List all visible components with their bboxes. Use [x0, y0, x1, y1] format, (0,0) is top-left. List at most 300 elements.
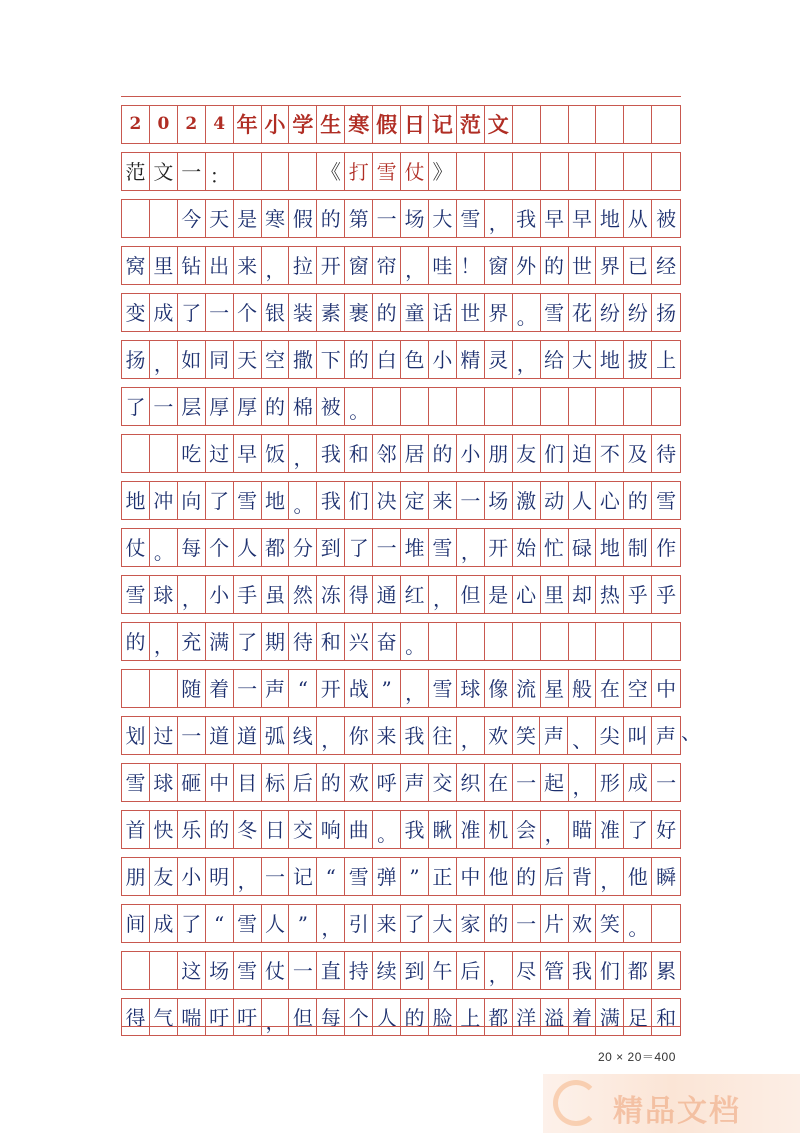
grid-count-label: 20 × 20＝400	[598, 1050, 676, 1064]
grid-cell	[234, 153, 262, 190]
grid-cell	[569, 388, 597, 425]
grid-cell: 曲	[345, 811, 373, 848]
grid-cell	[150, 200, 178, 237]
grid-cell: 里	[150, 247, 178, 284]
grid-cell: 第	[345, 200, 373, 237]
grid-cell: 界	[596, 247, 624, 284]
grid-cell: 了	[234, 623, 262, 660]
grid-cell: 星	[541, 670, 569, 707]
grid-cell: 奋	[373, 623, 401, 660]
grid-cell	[513, 623, 541, 660]
grid-cell	[624, 623, 652, 660]
grid-cell: 人	[569, 482, 597, 519]
grid-cell: 了	[345, 529, 373, 566]
grid-cell: 冬	[234, 811, 262, 848]
grid-cell: 心	[513, 576, 541, 613]
row-separator	[121, 284, 681, 294]
grid-cell: 雪	[429, 670, 457, 707]
grid-cell	[429, 623, 457, 660]
grid-cell: 叫	[624, 717, 652, 754]
grid-cell: ”	[401, 858, 429, 895]
grid-cell: 纷	[624, 294, 652, 331]
grid-cell: 。	[150, 529, 178, 566]
row-separator	[121, 707, 681, 717]
grid-cell: ，	[401, 247, 429, 284]
grid-cell: 是	[485, 576, 513, 613]
grid-cell: 正	[429, 858, 457, 895]
grid-bottom-border	[121, 1026, 681, 1036]
row-cells	[121, 529, 681, 566]
grid-cell: 了	[206, 482, 234, 519]
grid-cell	[652, 388, 680, 425]
grid-cell: 人	[262, 905, 290, 942]
grid-cell: 仗	[401, 153, 429, 190]
grid-cell: 的	[429, 435, 457, 472]
grid-cell: 中	[656, 676, 677, 701]
grid-cell: 声	[262, 670, 290, 707]
grid-cell: 仗	[122, 529, 150, 566]
grid-cell: 了	[401, 905, 429, 942]
grid-cell: 来	[429, 482, 457, 519]
grid-cell: 大	[429, 905, 457, 942]
grid-cell: 上	[457, 999, 485, 1036]
row-cells	[121, 106, 681, 143]
grid-cell: 窝	[122, 247, 150, 284]
grid-cell: 的	[485, 905, 513, 942]
grid-cell: 的	[345, 341, 373, 378]
grid-cell: 战	[345, 670, 373, 707]
grid-cell: 已	[624, 247, 652, 284]
grid-cell: 银	[262, 294, 290, 331]
text-row	[121, 519, 681, 566]
grid-cell: 兴	[345, 623, 373, 660]
row-cells	[121, 670, 681, 707]
grid-cell: 居	[401, 435, 429, 472]
grid-cell: 学	[289, 106, 317, 143]
grid-cell: 界	[485, 294, 513, 331]
row-cells	[121, 952, 681, 989]
row-separator	[121, 472, 681, 482]
grid-cell: 早	[541, 200, 569, 237]
grid-cell: 开	[485, 529, 513, 566]
grid-cell: 年	[234, 106, 262, 143]
grid-cell: 引	[345, 905, 373, 942]
grid-cell: 心	[596, 482, 624, 519]
row-separator	[121, 425, 681, 435]
grid-cell: 哇	[429, 247, 457, 284]
text-row	[121, 378, 681, 425]
grid-cell: 一	[513, 764, 541, 801]
text-row	[121, 801, 681, 848]
grid-cell: 得	[345, 576, 373, 613]
grid-cell: 往	[429, 717, 457, 754]
text-row	[121, 331, 681, 378]
grid-cell: 决	[373, 482, 401, 519]
grid-cell: 线	[289, 717, 317, 754]
grid-cell: 朋	[122, 858, 150, 895]
grid-cell: 装	[289, 294, 317, 331]
grid-cell	[624, 388, 652, 425]
grid-cell: 好	[656, 817, 677, 842]
grid-cell: 们	[345, 482, 373, 519]
grid-cell: 0	[150, 106, 178, 143]
grid-cell: ，	[150, 623, 178, 660]
grid-cell	[652, 905, 680, 942]
grid-cell: ，	[262, 247, 290, 284]
grid-cell: 世	[569, 247, 597, 284]
grid-cell: 扬	[122, 341, 150, 378]
grid-cell: 出	[206, 247, 234, 284]
grid-cell: 弹	[373, 858, 401, 895]
grid-cell: 欢	[345, 764, 373, 801]
grid-cell: 下	[317, 341, 345, 378]
grid-cell: 友	[150, 858, 178, 895]
grid-cell: 个	[345, 999, 373, 1036]
grid-cell: 范	[122, 153, 150, 190]
grid-cell: 笑	[513, 717, 541, 754]
grid-cell: 般	[569, 670, 597, 707]
text-row	[121, 566, 681, 613]
grid-cell: ，	[429, 576, 457, 613]
grid-cell: 文	[150, 153, 178, 190]
grid-cell: 的	[541, 247, 569, 284]
row-cells	[121, 905, 681, 942]
grid-cell: 都	[485, 999, 513, 1036]
grid-cell: 雪	[234, 905, 262, 942]
grid-cell: 准	[596, 811, 624, 848]
grid-cell	[624, 106, 652, 143]
grid-cell: 小	[178, 858, 206, 895]
grid-cell: 场	[401, 200, 429, 237]
grid-cell	[569, 153, 597, 190]
grid-cell: ，	[457, 717, 485, 754]
grid-cell: 空	[624, 670, 652, 707]
grid-cell	[624, 153, 652, 190]
grid-cell	[150, 952, 178, 989]
overflow-punctuation: 、	[681, 720, 701, 744]
grid-cell: 我	[401, 717, 429, 754]
grid-cell	[596, 388, 624, 425]
grid-cell: 瞅	[429, 811, 457, 848]
grid-cell: 假	[373, 106, 401, 143]
grid-cell: 始	[513, 529, 541, 566]
grid-cell	[541, 388, 569, 425]
row-separator	[121, 848, 681, 858]
grid-cell: 制	[624, 529, 652, 566]
text-row	[121, 425, 681, 472]
grid-cell: 尽	[513, 952, 541, 989]
grid-cell: 迫	[569, 435, 597, 472]
grid-cell: 瞄	[569, 811, 597, 848]
grid-cell: 了	[178, 905, 206, 942]
grid-cell: 邻	[373, 435, 401, 472]
subtitle-row	[121, 143, 681, 190]
grid-cell: ，	[317, 905, 345, 942]
grid-cell	[429, 388, 457, 425]
grid-cell	[485, 623, 513, 660]
grid-cell: 一	[373, 529, 401, 566]
grid-cell	[541, 623, 569, 660]
grid-cell: 形	[596, 764, 624, 801]
grid-cell: 来	[373, 717, 401, 754]
grid-cell: 生	[317, 106, 345, 143]
grid-cell: 雪	[122, 576, 150, 613]
grid-cell: 间	[122, 905, 150, 942]
grid-cell: 话	[429, 294, 457, 331]
grid-cell: 小	[262, 106, 290, 143]
grid-cell: 但	[457, 576, 485, 613]
grid-cell: 大	[569, 341, 597, 378]
row-cells	[121, 247, 681, 284]
grid-cell: 2	[122, 106, 150, 143]
grid-cell: 窗	[345, 247, 373, 284]
grid-cell: 灵	[485, 341, 513, 378]
grid-cell: 开	[317, 670, 345, 707]
grid-cell: 碌	[569, 529, 597, 566]
grid-cell: 变	[122, 294, 150, 331]
grid-cell: 热	[596, 576, 624, 613]
grid-cell: 明	[206, 858, 234, 895]
row-separator	[121, 942, 681, 952]
grid-cell: 寒	[262, 200, 290, 237]
row-cells	[121, 858, 681, 895]
text-row	[121, 707, 681, 754]
grid-cell: 经	[656, 253, 677, 278]
grid-cell: 被	[656, 206, 677, 231]
grid-cell: 乐	[178, 811, 206, 848]
grid-cell	[122, 952, 150, 989]
grid-cell: 精	[457, 341, 485, 378]
grid-cell: 色	[401, 341, 429, 378]
grid-cell: 成	[624, 764, 652, 801]
grid-cell: 管	[541, 952, 569, 989]
watermark-swirl-icon	[553, 1080, 599, 1126]
grid-cell	[513, 388, 541, 425]
grid-cell: 饭	[262, 435, 290, 472]
grid-cell: 中	[457, 858, 485, 895]
grid-cell	[262, 153, 290, 190]
grid-cell: 吁	[234, 999, 262, 1036]
grid-cell: 天	[206, 200, 234, 237]
grid-cell: 雪	[234, 952, 262, 989]
grid-cell: 《	[317, 153, 345, 190]
grid-cell: 地	[596, 200, 624, 237]
grid-cell: 一	[373, 200, 401, 237]
grid-cell: 从	[624, 200, 652, 237]
grid-cell: 响	[317, 811, 345, 848]
grid-cell: 织	[457, 764, 485, 801]
grid-cell: 声	[401, 764, 429, 801]
grid-cell: 一	[513, 905, 541, 942]
row-separator	[121, 378, 681, 388]
grid-cell: 花	[569, 294, 597, 331]
text-row	[121, 613, 681, 660]
grid-cell: 寒	[345, 106, 373, 143]
grid-cell: 快	[150, 811, 178, 848]
grid-cell	[541, 106, 569, 143]
grid-cell: 他	[624, 858, 652, 895]
grid-cell: 的	[317, 764, 345, 801]
grid-cell: 机	[485, 811, 513, 848]
grid-cell: 弧	[261, 717, 289, 754]
watermark-text: 精品文档	[613, 1094, 741, 1129]
grid-cell: 一	[178, 153, 206, 190]
grid-cell	[401, 388, 429, 425]
row-separator	[121, 801, 681, 811]
row-separator	[121, 989, 681, 999]
grid-cell: 欢	[569, 905, 597, 942]
grid-cell: 会	[513, 811, 541, 848]
grid-cell: 同	[206, 341, 234, 378]
grid-cell: 堆	[401, 529, 429, 566]
grid-cell: “	[317, 858, 345, 895]
row-cells	[121, 435, 681, 472]
grid-cell: 雪	[234, 482, 262, 519]
grid-cell: 素	[317, 294, 345, 331]
grid-cell: 厚	[206, 388, 234, 425]
grid-cell: 层	[178, 388, 206, 425]
grid-cell: 欢	[485, 717, 513, 754]
grid-cell: 帘	[373, 247, 401, 284]
grid-cell: 范	[457, 106, 485, 143]
grid-cell	[513, 153, 541, 190]
grid-cell: 记	[289, 858, 317, 895]
grid-cell: 我	[317, 435, 345, 472]
grid-cell: 我	[513, 200, 541, 237]
grid-cell: 道	[234, 717, 262, 754]
grid-cell: 。	[401, 623, 429, 660]
grid-cell: 动	[541, 482, 569, 519]
grid-cell: 我	[401, 811, 429, 848]
grid-cell: 他	[485, 858, 513, 895]
grid-cell: 的	[513, 858, 541, 895]
grid-cell: 到	[317, 529, 345, 566]
text-row	[121, 190, 681, 237]
grid-cell: 白	[373, 341, 401, 378]
grid-cell: 今	[178, 200, 206, 237]
grid-cell: 冲	[150, 482, 178, 519]
grid-cell: 小	[206, 576, 234, 613]
row-separator	[121, 331, 681, 341]
row-separator	[121, 143, 681, 153]
row-cells	[121, 482, 681, 519]
grid-cell: 雪	[541, 294, 569, 331]
grid-cell: ，	[401, 670, 429, 707]
grid-cell: 后	[289, 764, 317, 801]
grid-cell	[457, 623, 485, 660]
grid-cell: 标	[262, 764, 290, 801]
grid-cell: 是	[234, 200, 262, 237]
grid-cell: 随	[178, 670, 206, 707]
grid-cell: 。	[345, 388, 373, 425]
grid-cell: 世	[457, 294, 485, 331]
text-row	[121, 237, 681, 284]
grid-cell: 溢	[541, 999, 569, 1036]
grid-cell: 到	[401, 952, 429, 989]
grid-cell	[373, 388, 401, 425]
text-row	[121, 942, 681, 989]
grid-cell: ：	[206, 153, 234, 190]
grid-cell: 被	[317, 388, 345, 425]
grid-cell: 持	[345, 952, 373, 989]
grid-cell: 充	[178, 623, 206, 660]
grid-cell: ，	[569, 764, 597, 801]
row-separator	[121, 895, 681, 905]
grid-cell: 手	[234, 576, 262, 613]
grid-cell: 呼	[373, 764, 401, 801]
grid-cell: 小	[429, 341, 457, 378]
row-separator	[121, 566, 681, 576]
grid-cell	[289, 153, 317, 190]
grid-cell: 成	[150, 905, 178, 942]
grid-cell: 打	[345, 153, 373, 190]
grid-cell: 的	[373, 294, 401, 331]
row-cells	[121, 388, 681, 425]
grid-cell: 一	[262, 858, 290, 895]
grid-cell: 外	[513, 247, 541, 284]
grid-cell: 的	[317, 200, 345, 237]
grid-cell: ，	[317, 717, 345, 754]
grid-cell: ”	[373, 670, 401, 707]
grid-cell: 的	[206, 811, 234, 848]
grid-cell: ，	[485, 952, 513, 989]
title-row	[121, 96, 681, 143]
row-cells	[121, 764, 681, 801]
grid-cell: 场	[485, 482, 513, 519]
grid-cell: 地	[596, 529, 624, 566]
grid-cell: 们	[541, 435, 569, 472]
grid-cell: 的	[624, 482, 652, 519]
grid-cell: 早	[234, 435, 262, 472]
grid-cell: 4	[206, 106, 234, 143]
grid-cell: 一	[206, 294, 234, 331]
grid-cell: 笑	[596, 905, 624, 942]
row-separator	[121, 519, 681, 529]
grid-cell: ，	[541, 811, 569, 848]
grid-cell: 得	[122, 999, 150, 1036]
grid-cell: ，	[289, 435, 317, 472]
grid-cell: 地	[262, 482, 290, 519]
grid-cell: 厚	[234, 388, 262, 425]
grid-cell: 雪	[429, 529, 457, 566]
grid-cell: 像	[485, 670, 513, 707]
grid-cell: “	[206, 905, 234, 942]
grid-cell: 一	[150, 388, 178, 425]
grid-cell	[652, 623, 680, 660]
grid-cell: 一	[289, 952, 317, 989]
grid-cell: 虽	[262, 576, 290, 613]
row-cells	[121, 717, 681, 754]
grid-cell: 定	[401, 482, 429, 519]
grid-cell: 天	[234, 341, 262, 378]
grid-cell: 中	[206, 764, 234, 801]
grid-cell: 们	[596, 952, 624, 989]
grid-cell: 家	[457, 905, 485, 942]
grid-cell: 洋	[513, 999, 541, 1036]
grid-cell: 待	[656, 441, 677, 466]
grid-cell: 如	[178, 341, 206, 378]
grid-cell: 交	[429, 764, 457, 801]
grid-cell: 、	[568, 717, 596, 754]
grid-cell: 片	[541, 905, 569, 942]
grid-cell: 开	[317, 247, 345, 284]
row-cells	[121, 200, 681, 237]
grid-cell: 地	[596, 341, 624, 378]
grid-cell: 人	[373, 999, 401, 1036]
grid-cell: 童	[401, 294, 429, 331]
grid-cell: ！	[457, 247, 485, 284]
text-row	[121, 895, 681, 942]
